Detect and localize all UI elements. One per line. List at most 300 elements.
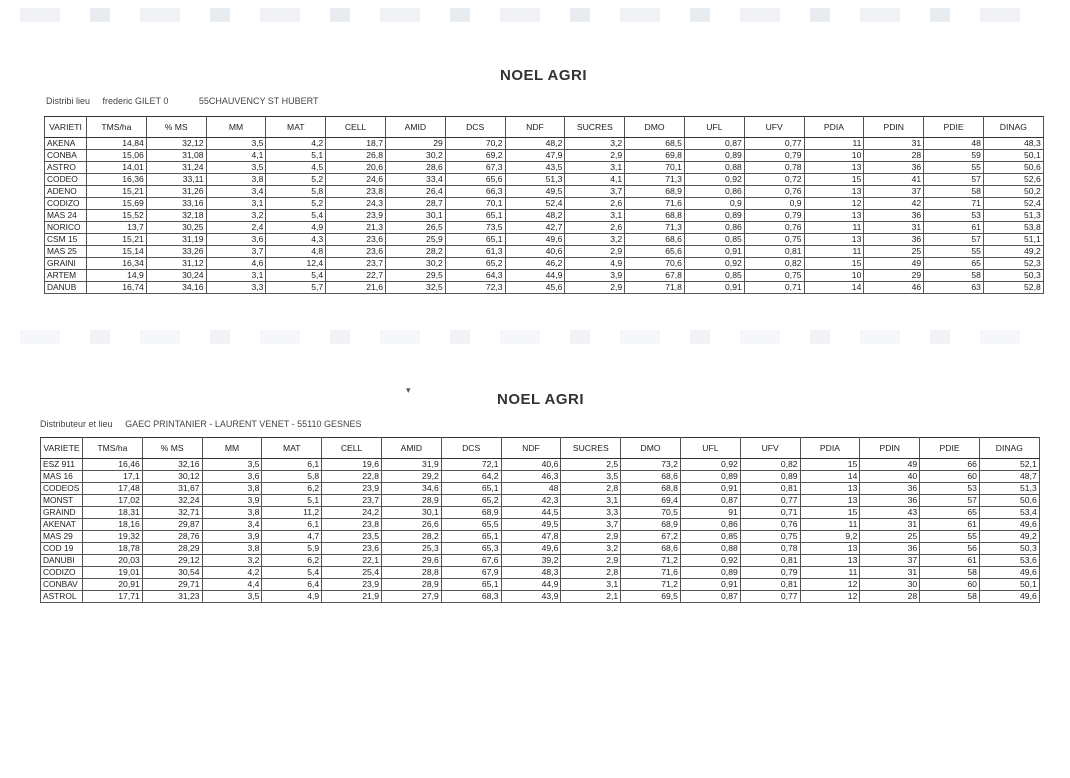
value-cell: 2,9 [565, 282, 625, 294]
value-cell: 4,3 [266, 234, 326, 246]
value-cell: 5,1 [262, 495, 322, 507]
value-cell: 44,5 [501, 507, 561, 519]
value-cell: 61 [924, 222, 984, 234]
value-cell: 28,9 [381, 495, 441, 507]
column-header-sucres: SUCRES [565, 117, 625, 138]
value-cell: 52,4 [505, 198, 565, 210]
value-cell: 31 [864, 138, 924, 150]
value-cell: 31,08 [146, 150, 206, 162]
value-cell: 4,9 [565, 258, 625, 270]
value-cell: 56 [920, 543, 980, 555]
value-cell: 0,81 [740, 579, 800, 591]
value-cell: 14 [800, 471, 860, 483]
value-cell: 68,9 [625, 186, 685, 198]
value-cell: 21,3 [326, 222, 386, 234]
value-cell: 33,11 [146, 174, 206, 186]
value-cell: 31 [864, 222, 924, 234]
value-cell: 46 [864, 282, 924, 294]
value-cell: 22,7 [326, 270, 386, 282]
value-cell: 3,1 [561, 579, 621, 591]
value-cell: 53 [924, 210, 984, 222]
value-cell: 24,2 [322, 507, 382, 519]
value-cell: 31 [860, 519, 920, 531]
value-cell: 49,2 [979, 531, 1039, 543]
value-cell: 68,6 [625, 234, 685, 246]
value-cell: 15,21 [87, 234, 147, 246]
value-cell: 42,7 [505, 222, 565, 234]
value-cell: 65 [920, 507, 980, 519]
value-cell: 50,3 [979, 543, 1039, 555]
value-cell: 17,1 [83, 471, 143, 483]
value-cell: 3,5 [206, 138, 266, 150]
value-cell: 71,3 [625, 174, 685, 186]
value-cell: 23,7 [322, 495, 382, 507]
value-cell: 5,4 [266, 270, 326, 282]
variety-cell: AKENAT [41, 519, 83, 531]
value-cell: 26,5 [385, 222, 445, 234]
value-cell: 28 [864, 150, 924, 162]
value-cell: 0,77 [744, 138, 804, 150]
value-cell: 4,6 [206, 258, 266, 270]
table-row [41, 579, 1040, 591]
value-cell: 71,6 [621, 567, 681, 579]
value-cell: 55 [920, 531, 980, 543]
column-header-amid: AMID [381, 438, 441, 459]
value-cell: 40 [860, 471, 920, 483]
value-cell: 37 [860, 555, 920, 567]
value-cell: 4,2 [202, 567, 262, 579]
value-cell: 15,69 [87, 198, 147, 210]
value-cell: 55 [924, 162, 984, 174]
value-cell: 50,6 [983, 162, 1043, 174]
value-cell: 4,4 [202, 579, 262, 591]
table-row [45, 234, 1044, 246]
value-cell: 15,52 [87, 210, 147, 222]
value-cell: 0,75 [740, 531, 800, 543]
value-cell: 67,2 [621, 531, 681, 543]
value-cell: 55 [924, 246, 984, 258]
value-cell: 2,1 [561, 591, 621, 603]
value-cell: 3,1 [565, 210, 625, 222]
value-cell: 13 [804, 234, 864, 246]
value-cell: 9,2 [800, 531, 860, 543]
value-cell: 52,3 [983, 258, 1043, 270]
value-cell: 71,6 [625, 198, 685, 210]
value-cell: 0,71 [740, 507, 800, 519]
value-cell: 49,6 [979, 591, 1039, 603]
variety-cell: ASTRO [45, 162, 87, 174]
value-cell: 2,8 [561, 483, 621, 495]
table-row [41, 531, 1040, 543]
value-cell: 6,2 [262, 483, 322, 495]
value-cell: 25,4 [322, 567, 382, 579]
variety-cell: MAS 16 [41, 471, 83, 483]
value-cell: 2,4 [206, 222, 266, 234]
sheet-1-table [44, 116, 1044, 294]
value-cell: 58 [920, 567, 980, 579]
value-cell: 67,3 [445, 162, 505, 174]
variety-cell: CSM 15 [45, 234, 87, 246]
column-header-cell: CELL [326, 117, 386, 138]
value-cell: 53,6 [979, 555, 1039, 567]
value-cell: 3,9 [202, 495, 262, 507]
value-cell: 36 [864, 234, 924, 246]
column-header-pdia: PDIA [800, 438, 860, 459]
value-cell: 69,4 [621, 495, 681, 507]
value-cell: 0,76 [740, 519, 800, 531]
variety-cell: CODEOS [41, 483, 83, 495]
value-cell: 59 [924, 150, 984, 162]
value-cell: 17,02 [83, 495, 143, 507]
column-header-ndf: NDF [501, 438, 561, 459]
value-cell: 2,9 [565, 246, 625, 258]
value-cell: 0,81 [740, 483, 800, 495]
value-cell: 48,3 [983, 138, 1043, 150]
value-cell: 31,24 [146, 162, 206, 174]
value-cell: 0,79 [744, 150, 804, 162]
value-cell: 64,3 [445, 270, 505, 282]
value-cell: 3,3 [561, 507, 621, 519]
value-cell: 23,5 [322, 531, 382, 543]
value-cell: 29,71 [142, 579, 202, 591]
variety-cell: ARTEM [45, 270, 87, 282]
value-cell: 0,89 [680, 471, 740, 483]
value-cell: 39,2 [501, 555, 561, 567]
value-cell: 31,9 [381, 459, 441, 471]
value-cell: 0,81 [740, 555, 800, 567]
value-cell: 23,6 [326, 246, 386, 258]
value-cell: 3,1 [206, 270, 266, 282]
value-cell: 51,3 [505, 174, 565, 186]
value-cell: 2,9 [561, 531, 621, 543]
sheet-1-title: NOEL AGRI [500, 67, 588, 84]
table-row [41, 507, 1040, 519]
value-cell: 66 [920, 459, 980, 471]
column-header-tms-ha: TMS/ha [83, 438, 143, 459]
column-header-ufv: UFV [744, 117, 804, 138]
value-cell: 15 [800, 459, 860, 471]
value-cell: 34,6 [381, 483, 441, 495]
value-cell: 19,01 [83, 567, 143, 579]
table-row [45, 222, 1044, 234]
variety-cell: COD 19 [41, 543, 83, 555]
value-cell: 65,1 [441, 483, 501, 495]
value-cell: 3,8 [202, 483, 262, 495]
value-cell: 4,2 [266, 138, 326, 150]
value-cell: 3,7 [565, 186, 625, 198]
value-cell: 68,6 [621, 471, 681, 483]
value-cell: 0,76 [744, 186, 804, 198]
value-cell: 0,76 [744, 222, 804, 234]
value-cell: 3,2 [561, 543, 621, 555]
value-cell: 68,6 [621, 543, 681, 555]
column-header-pdin: PDIN [864, 117, 924, 138]
variety-cell: MAS 25 [45, 246, 87, 258]
value-cell: 68,9 [621, 519, 681, 531]
table-row [41, 555, 1040, 567]
sheet-2-title: NOEL AGRI [497, 391, 585, 408]
value-cell: 29,87 [142, 519, 202, 531]
value-cell: 32,16 [142, 459, 202, 471]
value-cell: 12 [804, 198, 864, 210]
value-cell: 0,77 [740, 495, 800, 507]
sheet-2-info-name: GAEC PRINTANIER - LAURENT VENET - 55110 GESNES [125, 419, 362, 429]
value-cell: 0,71 [744, 282, 804, 294]
sheet-2-info-label: Distributeur et lieu [40, 419, 113, 429]
value-cell: 13 [800, 555, 860, 567]
value-cell: 11,2 [262, 507, 322, 519]
column-header-mat: MAT [266, 117, 326, 138]
value-cell: 3,5 [206, 162, 266, 174]
value-cell: 13 [800, 483, 860, 495]
value-cell: 48,2 [505, 210, 565, 222]
value-cell: 29,6 [381, 555, 441, 567]
value-cell: 23,8 [322, 519, 382, 531]
value-cell: 50,2 [983, 186, 1043, 198]
value-cell: 48,7 [979, 471, 1039, 483]
value-cell: 2,5 [561, 459, 621, 471]
value-cell: 69,8 [625, 150, 685, 162]
value-cell: 3,5 [202, 459, 262, 471]
value-cell: 18,16 [83, 519, 143, 531]
value-cell: 0,81 [744, 246, 804, 258]
value-cell: 3,8 [202, 507, 262, 519]
value-cell: 30,12 [142, 471, 202, 483]
value-cell: 0,79 [740, 567, 800, 579]
variety-cell: GRAIND [41, 507, 83, 519]
value-cell: 43,5 [505, 162, 565, 174]
value-cell: 30,25 [146, 222, 206, 234]
value-cell: 3,1 [561, 495, 621, 507]
value-cell: 5,1 [266, 150, 326, 162]
table-row [41, 495, 1040, 507]
value-cell: 28,7 [385, 198, 445, 210]
variety-cell: AKENA [45, 138, 87, 150]
variety-cell: CODEO [45, 174, 87, 186]
value-cell: 22,8 [322, 471, 382, 483]
value-cell: 3,6 [202, 471, 262, 483]
value-cell: 68,3 [441, 591, 501, 603]
value-cell: 42 [864, 198, 924, 210]
value-cell: 14,9 [87, 270, 147, 282]
value-cell: 5,4 [262, 567, 322, 579]
value-cell: 49,5 [501, 519, 561, 531]
column-header-mm: MM [206, 117, 266, 138]
table-row [41, 543, 1040, 555]
value-cell: 3,1 [206, 198, 266, 210]
value-cell: 0,85 [684, 270, 744, 282]
value-cell: 69,2 [445, 150, 505, 162]
value-cell: 0,82 [744, 258, 804, 270]
value-cell: 65 [924, 258, 984, 270]
sheet-1-distributor-info [46, 96, 328, 106]
value-cell: 28,9 [381, 579, 441, 591]
value-cell: 71,2 [621, 555, 681, 567]
value-cell: 19,32 [83, 531, 143, 543]
value-cell: 0,86 [684, 222, 744, 234]
value-cell: 29 [385, 138, 445, 150]
column-header-variete: VARIETE [41, 438, 83, 459]
value-cell: 30,24 [146, 270, 206, 282]
value-cell: 71 [924, 198, 984, 210]
value-cell: 5,2 [266, 198, 326, 210]
table-row [45, 162, 1044, 174]
value-cell: 50,1 [979, 579, 1039, 591]
value-cell: 15 [804, 174, 864, 186]
value-cell: 40,6 [501, 459, 561, 471]
value-cell: 3,8 [206, 174, 266, 186]
value-cell: 28,2 [381, 531, 441, 543]
value-cell: 57 [924, 234, 984, 246]
column-header-ufl: UFL [684, 117, 744, 138]
value-cell: 23,9 [322, 483, 382, 495]
value-cell: 4,9 [266, 222, 326, 234]
value-cell: 16,74 [87, 282, 147, 294]
value-cell: 0,9 [744, 198, 804, 210]
variety-cell: MAS 29 [41, 531, 83, 543]
value-cell: 20,91 [83, 579, 143, 591]
value-cell: 0,72 [744, 174, 804, 186]
value-cell: 16,36 [87, 174, 147, 186]
value-cell: 19,6 [322, 459, 382, 471]
value-cell: 42,3 [501, 495, 561, 507]
value-cell: 48 [501, 483, 561, 495]
value-cell: 5,8 [266, 186, 326, 198]
value-cell: 23,6 [326, 234, 386, 246]
column-header-dmo: DMO [625, 117, 685, 138]
variety-cell: DANUB [45, 282, 87, 294]
value-cell: 2,6 [565, 222, 625, 234]
value-cell: 71,2 [621, 579, 681, 591]
value-cell: 5,7 [266, 282, 326, 294]
value-cell: 49 [860, 459, 920, 471]
value-cell: 0,86 [680, 519, 740, 531]
value-cell: 13 [804, 210, 864, 222]
value-cell: 0,89 [684, 150, 744, 162]
value-cell: 3,9 [565, 270, 625, 282]
value-cell: 2,9 [565, 150, 625, 162]
value-cell: 36 [864, 210, 924, 222]
value-cell: 16,46 [83, 459, 143, 471]
sheet-1-info-name: frederic GILET 0 [102, 96, 169, 106]
value-cell: 33,16 [146, 198, 206, 210]
value-cell: 71,8 [625, 282, 685, 294]
value-cell: 67,9 [441, 567, 501, 579]
value-cell: 50,1 [983, 150, 1043, 162]
value-cell: 4,8 [266, 246, 326, 258]
value-cell: 44,9 [501, 579, 561, 591]
table-row [45, 210, 1044, 222]
value-cell: 28,6 [385, 162, 445, 174]
value-cell: 23,9 [322, 579, 382, 591]
value-cell: 0,92 [684, 258, 744, 270]
column-header-amid: AMID [385, 117, 445, 138]
value-cell: 48 [924, 138, 984, 150]
value-cell: 67,8 [625, 270, 685, 282]
value-cell: 45,6 [505, 282, 565, 294]
value-cell: 65,1 [445, 210, 505, 222]
value-cell: 70,5 [621, 507, 681, 519]
variety-cell: CODIZO [45, 198, 87, 210]
value-cell: 13 [804, 186, 864, 198]
value-cell: 53,4 [979, 507, 1039, 519]
value-cell: 28,76 [142, 531, 202, 543]
table-row [41, 567, 1040, 579]
value-cell: 11 [800, 567, 860, 579]
value-cell: 40,6 [505, 246, 565, 258]
value-cell: 72,3 [445, 282, 505, 294]
column-header-ndf: NDF [505, 117, 565, 138]
value-cell: 3,3 [206, 282, 266, 294]
value-cell: 73,2 [621, 459, 681, 471]
value-cell: 13 [800, 543, 860, 555]
value-cell: 53,8 [983, 222, 1043, 234]
value-cell: 18,31 [83, 507, 143, 519]
value-cell: 31,19 [146, 234, 206, 246]
value-cell: 0,92 [680, 555, 740, 567]
value-cell: 0,91 [680, 579, 740, 591]
value-cell: 33,26 [146, 246, 206, 258]
value-cell: 3,9 [202, 531, 262, 543]
value-cell: 3,8 [202, 543, 262, 555]
value-cell: 66,3 [445, 186, 505, 198]
value-cell: 0,89 [684, 210, 744, 222]
value-cell: 61 [920, 519, 980, 531]
value-cell: 26,4 [385, 186, 445, 198]
value-cell: 28,8 [381, 567, 441, 579]
value-cell: 47,9 [505, 150, 565, 162]
value-cell: 43 [860, 507, 920, 519]
sheet-1-info-label: Distribi lieu [46, 96, 91, 106]
value-cell: 36 [860, 543, 920, 555]
value-cell: 4,5 [266, 162, 326, 174]
value-cell: 51,3 [983, 210, 1043, 222]
value-cell: 28,29 [142, 543, 202, 555]
value-cell: 4,1 [206, 150, 266, 162]
table-row [45, 174, 1044, 186]
value-cell: 68,5 [625, 138, 685, 150]
value-cell: 69,5 [621, 591, 681, 603]
value-cell: 30,54 [142, 567, 202, 579]
value-cell: 11 [804, 222, 864, 234]
value-cell: 23,7 [326, 258, 386, 270]
table-row [41, 591, 1040, 603]
value-cell: 46,2 [505, 258, 565, 270]
value-cell: 23,9 [326, 210, 386, 222]
value-cell: 0,75 [744, 270, 804, 282]
value-cell: 15 [800, 507, 860, 519]
value-cell: 3,7 [561, 519, 621, 531]
value-cell: 24,6 [326, 174, 386, 186]
value-cell: 12 [800, 591, 860, 603]
variety-cell: CONBAV [41, 579, 83, 591]
sheet-2-header-row [41, 438, 1040, 459]
value-cell: 26,8 [326, 150, 386, 162]
value-cell: 6,1 [262, 519, 322, 531]
value-cell: 43,9 [501, 591, 561, 603]
variety-cell: DANUBI [41, 555, 83, 567]
value-cell: 36 [860, 483, 920, 495]
value-cell: 57 [924, 174, 984, 186]
value-cell: 0,75 [744, 234, 804, 246]
value-cell: 31,67 [142, 483, 202, 495]
variety-cell: ASTROL [41, 591, 83, 603]
sheet-2-distributor-info [40, 419, 371, 429]
value-cell: 0,78 [740, 543, 800, 555]
value-cell: 0,92 [684, 174, 744, 186]
value-cell: 3,2 [565, 234, 625, 246]
value-cell: 91 [680, 507, 740, 519]
